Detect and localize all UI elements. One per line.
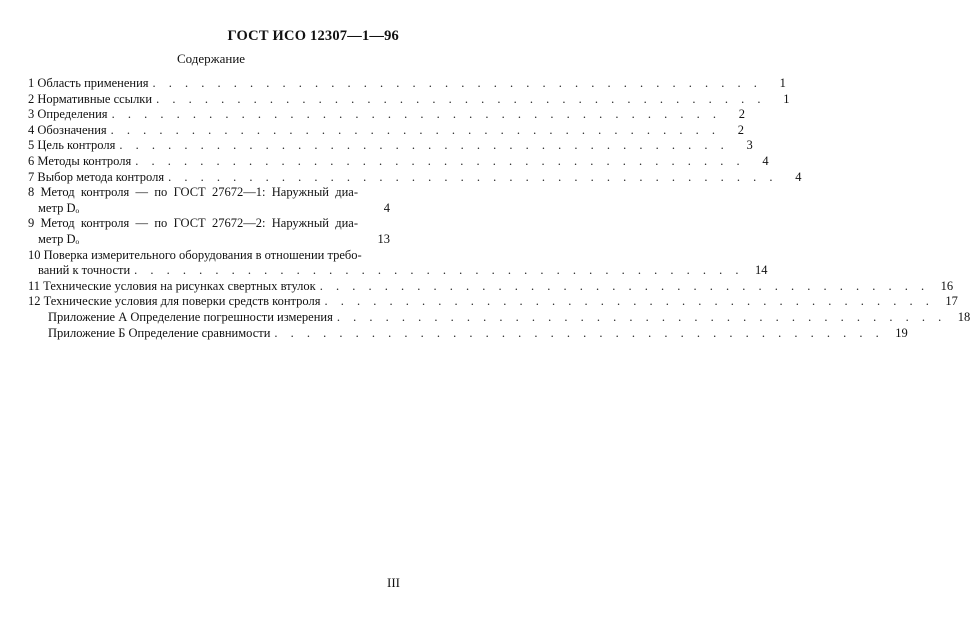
toc-entry-text: 12 Технические условия для поверки средств контроля (28, 294, 321, 309)
dot-leader: . . . . . . . . . . . . . . . . . . . . . . . . . . . . . . . . . . . . . . (156, 91, 766, 106)
toc-entry-text-continued: метр Dₒ (38, 231, 80, 246)
toc-entry-page: 4 (762, 153, 769, 168)
toc-entry-10-line-1 (28, 248, 390, 264)
toc-title: Содержание (176, 51, 246, 66)
toc-entry-text: 6 Методы контроля (28, 153, 132, 168)
toc-entry-page: 3 (746, 138, 753, 153)
dot-leader: . . . . . . . . . . . . . . . . . . . . . . . . . . . . . . . . . . . . . . (274, 325, 884, 340)
dot-leader: . . . . . . . . . . . . . . . . . . . . . . . . . . . . . . . . . . . . . . (168, 169, 778, 184)
toc-entry-text-continued: ваний к точности (38, 263, 131, 278)
toc-entry-10-line-2 (28, 263, 768, 279)
toc-entry-text: Приложение Б Определение сравнимости (48, 325, 271, 340)
toc-entry-6 (28, 153, 769, 170)
toc-entry-text: Приложение А Определение погрешности измерения (48, 309, 333, 324)
toc-entry-page: 1 (779, 76, 786, 90)
toc-entry-4 (28, 122, 745, 139)
toc-entry-9-line-1 (28, 216, 390, 232)
toc-entry-page: 18 (957, 309, 970, 324)
dot-leader: . . . . . . . . . . . . . . . . . . . . . . . . . . . . . . . . . . . . . . (134, 263, 744, 278)
toc-entry-8-line-1 (28, 185, 390, 201)
toc-entry-text: 3 Определения (28, 107, 108, 122)
toc-entry-1 (28, 76, 786, 92)
toc-entry-12 (28, 294, 958, 310)
document-header: ГОСТ ИСО 12307—1—96 (227, 28, 399, 44)
toc-entry-text: 9 Метод контроля — по ГОСТ 27672—2: Наружный диа- (28, 216, 358, 231)
toc-entry-page: 1 (783, 91, 790, 106)
toc-entry-7 (28, 169, 802, 186)
toc-entry-11 (28, 278, 954, 295)
toc-entry-page: 4 (383, 200, 390, 215)
toc-entry-page: 4 (795, 169, 802, 184)
page-number: III (387, 575, 400, 590)
dot-leader: . . . . . . . . . . . . . . . . . . . . . . . . . . . . . . . . . . . . . . (324, 294, 934, 309)
toc-entry-page: 17 (945, 294, 958, 309)
toc-entry-3 (28, 107, 745, 123)
dot-leader: . . . . . . . . . . . . . . . . . . . . . . . . . . . . . . . . . . . . . . (110, 122, 721, 137)
toc-entry-text: 1 Область применения (28, 76, 149, 90)
toc-entry-page: 2 (738, 107, 745, 122)
dot-leader: . . . . . . . . . . . . . . . . . . . . . . . . . . . . . . . . . . . . . . (111, 107, 721, 122)
dot-leader: . . . . . . . . . . . . . . . . . . . . . . . . . . . . . . . . . . . . . . (336, 309, 947, 324)
dot-leader: . . . . . . . . . . . . . . . . . . . . . . . . . . . . . . . . . . . . . . (135, 153, 745, 168)
toc-entry-text: 7 Выбор метода контроля (28, 169, 165, 184)
dot-leader: . . . . . . . . . . . . . . . . . . . . . . . . . . . . . . . . . . . . . . (319, 278, 930, 293)
toc-entry-text: 11 Технические условия на рисунках свертных втулок (28, 278, 316, 293)
toc-entry-page: 14 (755, 263, 768, 278)
toc-entry-2 (28, 91, 790, 108)
toc-entry-page: 13 (377, 231, 390, 246)
toc-entry-text-continued: метр Dₒ (38, 200, 80, 215)
toc-entry-5 (28, 138, 753, 154)
toc-entry-text: 8 Метод контроля — по ГОСТ 27672—1: Наружный диа- (28, 185, 358, 200)
toc-entry-page: 16 (940, 278, 954, 293)
toc-entry-page: 19 (895, 325, 908, 340)
toc-appendix-b (28, 325, 908, 342)
toc-entry-text: 5 Цель контроля (28, 138, 116, 153)
dot-leader: . . . . . . . . . . . . . . . . . . . . . . . . . . . . . . . . . . . . . . (119, 138, 729, 153)
toc-entry-text: 4 Обозначения (28, 122, 107, 137)
table-of-contents (28, 76, 970, 341)
dot-leader: . . . . . . . . . . . . . . . . . . . . . . . . . . . . . . . . . . . . . . (152, 76, 762, 90)
toc-appendix-a (28, 309, 970, 326)
toc-entry-8-line-2 (28, 201, 390, 217)
toc-entry-text: 2 Нормативные ссылки (28, 91, 153, 106)
toc-entry-9-line-2 (28, 232, 390, 248)
toc-entry-text: 10 Поверка измерительного оборудования в отношении требо- (28, 247, 362, 262)
toc-entry-page: 2 (737, 122, 745, 137)
